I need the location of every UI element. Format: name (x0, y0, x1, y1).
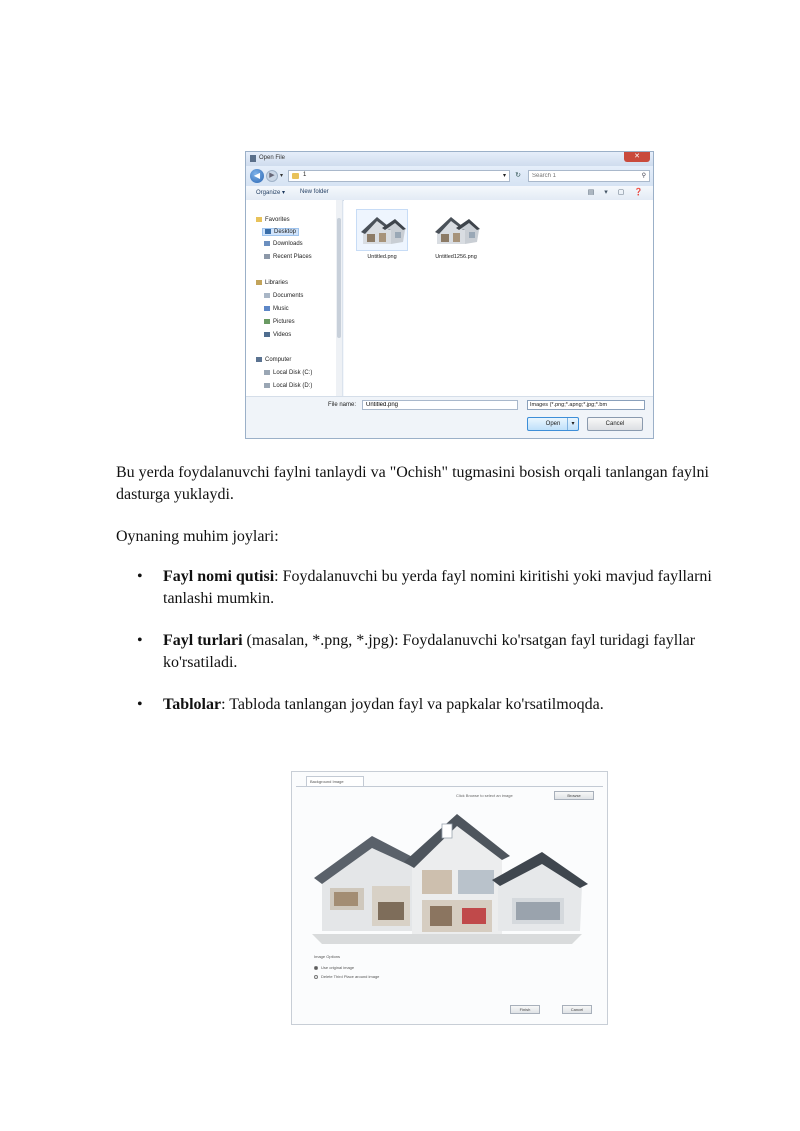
nav-label: Pictures (273, 319, 295, 325)
list-term: Fayl nomi qutisi (163, 568, 275, 585)
nav-local-disk-d[interactable] (264, 383, 312, 389)
nav-libraries[interactable] (256, 280, 288, 286)
navigation-pane (246, 200, 343, 396)
list-item (163, 630, 763, 674)
star-icon (256, 217, 262, 222)
nav-label: Libraries (265, 280, 289, 286)
image-options-label: Image Options (314, 954, 341, 959)
browse-button[interactable]: Browse (554, 791, 594, 800)
option-label: Use original image (321, 965, 355, 970)
list-term: Fayl turlari (163, 632, 243, 649)
file-type-value: Images (*.png;*.apng;*.jpg;*.bm (530, 402, 608, 408)
nav-music[interactable] (264, 306, 289, 312)
nav-documents[interactable] (264, 293, 303, 299)
close-icon[interactable]: ✕ (624, 152, 650, 162)
house-thumbnail-icon (431, 210, 481, 250)
nav-label: Favorites (265, 217, 290, 223)
bullet: • (137, 568, 143, 585)
list-text: (masalan, *.png, *.jpg): Foydalanuvchi ko'rsatgan fayl turidagi fayllar ko'rsatiladi. (163, 632, 696, 671)
dialog-title: Open File (259, 155, 286, 161)
file-name-label: File name: (328, 402, 357, 408)
file-list (344, 200, 653, 396)
cancel-button[interactable]: Cancel (587, 417, 643, 431)
library-icon (256, 280, 262, 285)
option-use-original[interactable] (314, 965, 354, 970)
downloads-icon (264, 241, 270, 246)
new-folder-button[interactable]: New folder (300, 189, 329, 195)
breadcrumb[interactable]: 1 (303, 172, 307, 178)
nav-computer[interactable] (256, 357, 291, 363)
nav-label: Documents (273, 293, 304, 299)
nav-label: Recent Places (273, 254, 312, 260)
nav-desktop[interactable] (262, 228, 299, 236)
nav-downloads[interactable] (264, 241, 303, 247)
computer-icon (256, 357, 262, 362)
open-button[interactable] (527, 417, 579, 431)
file-type-select[interactable] (527, 400, 645, 410)
list-item (163, 566, 763, 610)
nav-label: Music (273, 306, 289, 312)
file-item[interactable] (426, 210, 486, 260)
nav-pictures[interactable] (264, 319, 295, 325)
list-text: : Tabloda tanlangan joydan fayl va papkalar ko'rsatilmoqda. (221, 696, 604, 713)
command-toolbar (246, 186, 653, 201)
search-input[interactable] (529, 171, 635, 181)
nav-videos[interactable] (264, 332, 291, 338)
list-item (163, 694, 763, 716)
path-dropdown-icon[interactable]: ▾ (502, 173, 506, 179)
documents-icon (264, 293, 270, 298)
scroll-thumb[interactable] (337, 218, 341, 338)
option-delete-third[interactable] (314, 974, 379, 979)
list-term: Tablolar (163, 696, 222, 713)
cancel-button[interactable]: Cancel (562, 1005, 592, 1014)
chevron-down-icon[interactable]: ▾ (567, 418, 578, 430)
open-label: Open (545, 421, 561, 427)
tab-background-image[interactable]: Background Image (306, 776, 364, 786)
bullet: • (137, 696, 143, 713)
forward-arrow-icon[interactable]: ▶ (266, 170, 278, 182)
nav-scrollbar[interactable] (336, 200, 342, 396)
music-icon (264, 306, 270, 311)
file-name: Untitled.png (367, 254, 397, 260)
bullet: • (137, 632, 143, 649)
videos-icon (264, 332, 270, 337)
dialog-footer (246, 396, 653, 438)
pictures-icon (264, 319, 270, 324)
nav-recent-places[interactable] (264, 254, 312, 260)
drive-icon (264, 370, 270, 375)
nav-label: Computer (265, 357, 292, 363)
search-icon[interactable]: ⚲ (641, 173, 646, 179)
nav-favorites[interactable] (256, 217, 290, 223)
background-image-window (291, 771, 608, 1025)
tab-divider (296, 786, 603, 787)
radio-selected-icon[interactable] (314, 966, 318, 970)
view-options-icons[interactable]: ▤ ▾ ▢ ❓ (587, 189, 647, 196)
history-dropdown-icon[interactable]: ▾ (280, 173, 284, 179)
nav-label: Local Disk (D:) (273, 383, 313, 389)
nav-label: Downloads (273, 241, 303, 247)
recent-icon (264, 254, 270, 259)
dialog-titlebar (246, 152, 653, 166)
open-file-dialog (245, 151, 654, 439)
file-item[interactable] (352, 210, 412, 260)
folder-icon (292, 173, 299, 179)
nav-label: Local Disk (C:) (273, 370, 313, 376)
search-field (528, 170, 650, 182)
back-arrow-icon[interactable]: ◀ (250, 169, 264, 183)
app-icon (250, 155, 256, 162)
house-cutaway-image (302, 806, 592, 951)
desktop-icon (265, 229, 271, 234)
nav-local-disk-c[interactable] (264, 370, 312, 376)
drive-icon (264, 383, 270, 388)
nav-label: Desktop (274, 229, 297, 235)
address-bar (246, 166, 653, 186)
radio-icon[interactable] (314, 975, 318, 979)
paragraph-intro: Oynaning muhim joylari: (116, 528, 279, 545)
house-thumbnail-icon (357, 210, 407, 250)
refresh-icon[interactable]: ↻ (515, 172, 521, 179)
list-text: : Foydalanuvchi bu yerda fayl nomini kiritishi yoki mavjud fayllarni tanlashi mumkin. (163, 568, 712, 607)
nav-label: Videos (273, 332, 292, 338)
paragraph-description: Bu yerda foydalanuvchi faylni tanlaydi va "Ochish" tugmasini bosish orqali tanlangan faylni dasturga yuklaydi. (116, 464, 709, 503)
organize-button[interactable]: Organize ▾ (256, 190, 286, 196)
file-name: Untitled1256.png (435, 254, 477, 260)
path-field[interactable] (288, 170, 510, 182)
finish-button[interactable]: Finish (510, 1005, 540, 1014)
file-name-input[interactable] (362, 400, 518, 410)
option-label: Delete Third Place around image (321, 974, 380, 979)
browse-hint: Click Browse to select an image (456, 793, 513, 798)
